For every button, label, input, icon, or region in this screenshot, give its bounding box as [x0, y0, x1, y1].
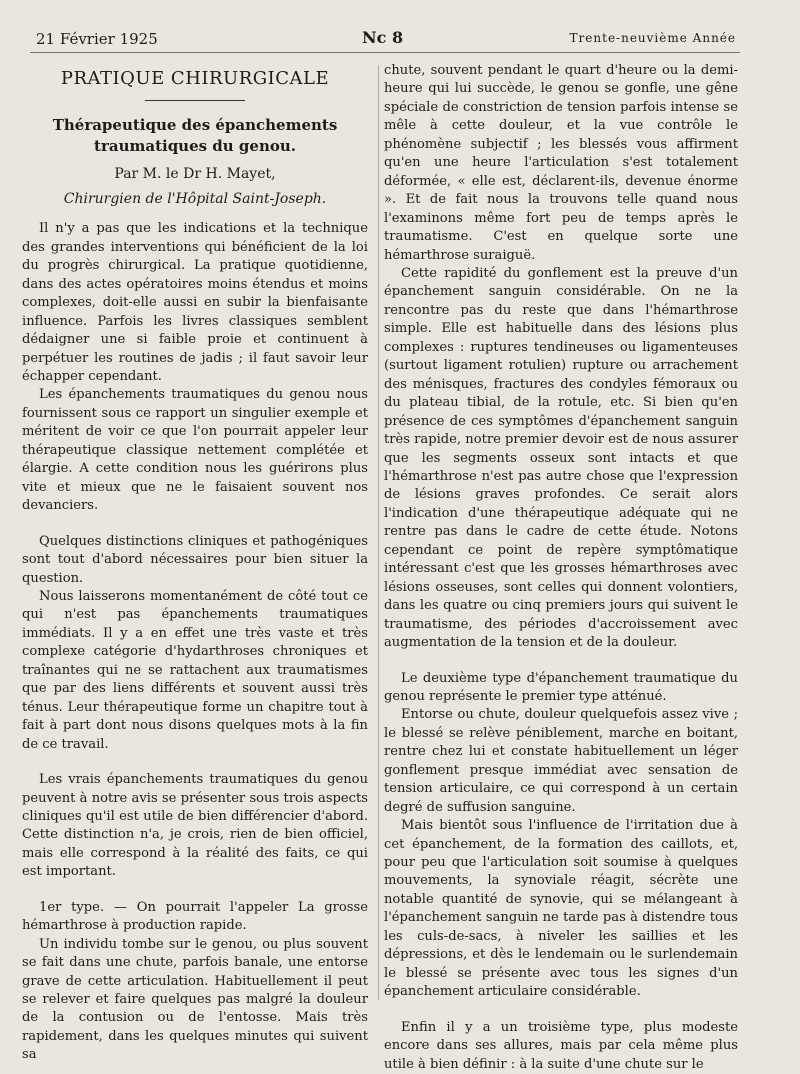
paragraph-gap [384, 1002, 738, 1019]
paragraph-gap [384, 653, 738, 670]
column-divider [378, 65, 379, 1000]
paragraph: Un individu tombe sur le genou, ou plus souvent se fait dans une chute, parfois banale, une entorse grave de cette articulation. Habituellement il peut se relever et faire quelques pas malgré la douleur de la contusion ou de l'entosse. Mais très rapidement, dans les quelques minutes qui suivent sa [22, 936, 368, 1063]
title-rule [145, 100, 245, 101]
section-title: PRATIQUE CHIRURGICALE [60, 68, 330, 89]
paragraph: Nous laisserons momentanément de côté tout ce qui n'est pas épanchements traumatiques immédiats. Il y a en effet une très vaste et très complexe catégorie d'hydarthroses chroniques et traînantes qui ne se rattachent aux traumatismes que par des liens différents et souvent aussi très ténus. Leur thérapeutique forme un chapitre tout à fait à part dont nous disons quelques mots à la fin de ce travail. [22, 588, 368, 752]
issue-date: 21 Février 1925 [36, 30, 158, 48]
right-column [384, 62, 738, 1074]
paragraph: 1er type. — On pourrait l'appeler La grosse hémarthrose à production rapide. [22, 899, 368, 934]
paragraph: Cette rapidité du gonflement est la preuve d'un épanchement sanguin considérable. On ne la rencontre pas du reste que dans l'hémarthrose simple. Elle est habituelle dans des lésions plus complexes : ruptures tendineuses ou ligamenteuses (surtout ligament rotulien) rupture ou arrachement des ménisques, fractures des condyles fémoraux ou du plateau tibial, de la rotule, etc. Si bien qu'en présence de ces symptômes d'épanchement sanguin très rapide, notre premier devoir est de nous assurer que les segments osseux sont intacts et que l'hémarthrose n'est pas autre chose que l'expression de lésions graves profondes. Ce serait alors l'indication d'une thérapeutique adéquate qui ne rentre pas dans le cadre de cette étude. Notons cependant ce point de repère symptômatique intéressant c'est que les grosses hémarthroses avec lésions osseuses, sont celles qui donnent volontiers, dans les quatre ou cinq premiers jours qui suivent le traumatisme, des périodes d'accroissement avec augmentation de la tension et de la douleur. [384, 265, 738, 651]
paragraph: chute, souvent pendant le quart d'heure ou la demi-heure qui lui succède, le genou se gonfle, une gêne spéciale de constriction de tension parfois intense se mêle à cette douleur, et la vue contrôle le phénomène subjectif ; les blessés vous affirment qu'en une heure l'articulation s'est totalement déformée, « elle est, déclarent-ils, devenue énorme ». Et de fait nous la trouvons telle quand nous l'examinons même fort peu de temps après le traumatisme. C'est en quelque sorte une hémarthrose suraiguë. [384, 63, 738, 263]
paragraph: Les vrais épanchements traumatiques du genou peuvent à notre avis se présenter sous trois aspects cliniques qu'il est utile de bien différencier d'abord. Cette distinction n'a, je crois, rien de bien officiel, mais elle correspond à la réalité des faits, ce qui est important. [22, 772, 368, 880]
paragraph: Enfin il y a un troisième type, plus modeste encore dans ses allures, mais par cela même plus utile à bien définir : à la suite d'une chute sur le [384, 1019, 738, 1072]
page-header [36, 28, 736, 52]
paragraph: Les épanchements traumatiques du genou nous fournissent sous ce rapport un singulier exemple et méritent de voir ce que l'on pourrait appeler leur thérapeutique classique nettement complétée et élargie. A cette condition nous les guérirons plus vite et mieux que ne le faisaient souvent nos devanciers. [22, 387, 368, 514]
paragraph: Mais bientôt sous l'influence de l'irritation due à cet épanchement, de la formation des caillots, et, pour peu que l'articulation soit soumise à quelques mouvements, la synoviale réagit, sécrète une notable quantité de synovie, qui se mélangeant à l'épanchement sanguin ne tarde pas à distendre tous les culs-de-sacs, à niveler les saillies et les dépressions, et dès le lendemain ou le surlendemain le blessé se présente avec tous les signes d'un épanchement articulaire considérable. [384, 818, 738, 1000]
paragraph: Entorse ou chute, douleur quelquefois assez vive ; le blessé se relève péniblement, marche en boitant, rentre chez lui et constate habituellement un léger gonflement presque immédiat avec sensation de tension articulaire, ce qui correspond à un certain degré de suffusion sanguine. [384, 707, 738, 815]
paragraph-gap [22, 882, 368, 899]
paragraph-gap [22, 754, 368, 771]
left-column [22, 62, 368, 1065]
paragraph: Le deuxième type d'épanchement traumatique du genou représente le premier type atténué. [384, 670, 738, 704]
paragraph: Il n'y a pas que les indications et la technique des grandes interventions qui bénéficient de la loi du progrès chirurgical. La pratique quotidienne, dans des actes opératoires moins étendus et moins complexes, doit-elle aussi en subir la bienfaisante influence. Parfois les livres classiques semblent dédaigner une si faible proie et continuent à perpétuer les routines de jadis ; il faut savoir leur échapper cependant. [22, 221, 368, 384]
issue-number: Nc 8 [362, 28, 404, 47]
article-title: Thérapeutique des épanchements traumatiques du genou. [52, 116, 338, 156]
paragraph: Quelques distinctions cliniques et pathogéniques sont tout d'abord nécessaires pour bien situer la question. [22, 533, 368, 586]
header-rule [30, 52, 740, 53]
volume-year: Trente-neuvième Année [569, 31, 736, 45]
paragraph-gap [22, 516, 368, 533]
author-byline: Par M. le Dr H. Mayet, [114, 166, 276, 183]
author-affiliation: Chirurgien de l'Hôpital Saint-Joseph. [63, 190, 327, 207]
